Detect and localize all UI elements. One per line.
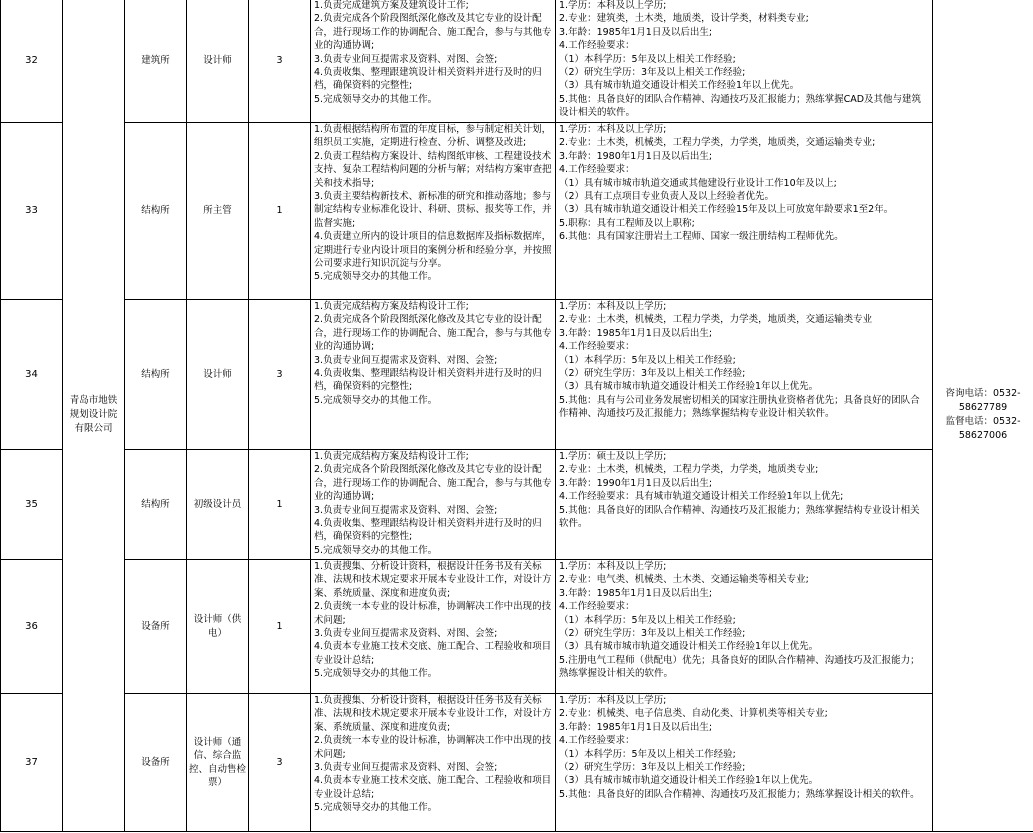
job-duties <box>311 123 556 300</box>
job-requirements <box>556 0 933 123</box>
duty-line: 2.负责统一本专业的设计标准，协调解决工作中出现的技术问题; <box>314 735 552 760</box>
duty-line: 4.负责本专业施工技术交底、施工配合、工程验收和项目专业设计总结; <box>314 775 552 800</box>
job-duties <box>311 450 556 560</box>
position: 设计师 <box>187 300 249 450</box>
requirement-line: 6.其他：具有国家注册岩土工程师、国家一级注册结构工程师优先。 <box>559 231 844 243</box>
requirement-line: 3.年龄：1985年1月1日及以后出生; <box>559 26 713 38</box>
duty-line: 2.负责统一本专业的设计标准，协调解决工作中出现的技术问题; <box>314 601 552 626</box>
requirement-line: （2）研究生学历：3年及以上相关工作经验; <box>559 368 746 380</box>
requirement-line: 2.专业：土木类，机械类，工程力学类，力学类，地质类专业; <box>559 464 819 476</box>
table-row <box>1 450 1033 560</box>
job-duties <box>311 300 556 450</box>
duty-line: 1.负责根据结构所布置的年度目标，参与制定相关计划，组织员工实施，定期进行检查、分析、调整及改进; <box>314 124 552 149</box>
job-duties <box>311 560 556 694</box>
position: 设计师 <box>187 0 249 123</box>
duty-line: 2.负责完成各个阶段图纸深化修改及其它专业的设计配合，进行现场工作的协调配合、施工配合，参与与其他专业的沟通协调; <box>314 314 552 353</box>
requirement-line: 4.工作经验要求： <box>559 164 635 176</box>
headcount: 1 <box>249 560 311 694</box>
requirement-line: 1.学历：本科及以上学历; <box>559 301 667 312</box>
duty-line: 5.完成领导交办的其他工作。 <box>314 802 438 814</box>
headcount: 3 <box>249 694 311 832</box>
requirement-line: 2.专业：建筑类，土木类，地质类，设计学类，材料类专业; <box>559 13 809 25</box>
requirement-line: 4.工作经验要求： <box>559 341 635 353</box>
requirement-line: 1.学历：本科及以上学历; <box>559 0 667 11</box>
contact-info <box>933 0 1033 832</box>
requirement-line: （3）具有城市城市轨道交通设计相关工作经验1年以上优先。 <box>559 641 819 653</box>
row-number: 34 <box>1 300 63 450</box>
requirement-line: 5.其他：具备良好的团队合作精神、沟通技巧及汇报能力；熟练掌握CAD及其他与建筑设计相关的软件。 <box>559 93 922 119</box>
position: 初级设计员 <box>187 450 249 560</box>
duty-line: 3.负责专业间互提需求及资料、对图、会签; <box>314 354 498 366</box>
position: 设计师（通信、综合监控、自动售检票） <box>187 694 249 832</box>
requirement-line: 5.其他：具备良好的团队合作精神、沟通技巧及汇报能力；熟练掌握设计相关的软件。 <box>559 788 920 800</box>
duty-line: 5.完成领导交办的其他工作。 <box>314 271 438 283</box>
job-requirements <box>556 560 933 694</box>
duty-line: 5.完成领导交办的其他工作。 <box>314 93 438 105</box>
requirement-line: 4.工作经验要求：具有城市轨道交通设计相关工作经验1年以上优先; <box>559 491 844 503</box>
duty-line: 3.负责专业间互提需求及资料、对图、会签; <box>314 762 498 774</box>
duty-line: 4.负责收集、整理跟建筑设计相关资料并进行及时的归档，确保资料的完整性; <box>314 67 542 92</box>
requirement-line: 5.其他：具备良好的团队合作精神、沟通技巧及汇报能力；熟练掌握结构专业设计相关软件。 <box>559 504 920 530</box>
duty-line: 1.负责完成结构方案及结构设计工作; <box>314 451 469 462</box>
job-requirements <box>556 694 933 832</box>
table-row <box>1 123 1033 300</box>
requirement-line: （1）具有城市城市轨道交通或其他建设行业设计工作10年及以上; <box>559 177 837 189</box>
row-number: 37 <box>1 694 63 832</box>
table-body <box>1 0 1033 832</box>
row-number: 33 <box>1 123 63 300</box>
duty-line: 1.负责完成结构方案及结构设计工作; <box>314 301 469 312</box>
position: 所主管 <box>187 123 249 300</box>
department: 设备所 <box>125 560 187 694</box>
duty-line: 5.完成领导交办的其他工作。 <box>314 394 438 406</box>
duty-line: 1.负责完成建筑方案及建筑设计工作; <box>314 0 469 11</box>
requirement-line: 1.学历：本科及以上学历; <box>559 695 667 706</box>
row-number: 36 <box>1 560 63 694</box>
requirement-line: 2.专业：土木类，机械类，工程力学类，力学类，地质类，交通运输类专业; <box>559 137 876 149</box>
headcount: 1 <box>249 450 311 560</box>
requirement-line: 3.年龄：1985年1月1日及以后出生; <box>559 327 713 339</box>
table-row <box>1 694 1033 832</box>
company-name: 青岛市地铁规划设计院有限公司 <box>63 0 125 832</box>
requirement-line: （3）具有城市轨道交通设计相关工作经验1年以上优先。 <box>559 80 800 92</box>
headcount: 1 <box>249 123 311 300</box>
requirement-line: （1）本科学历：5年及以上相关工作经验; <box>559 53 736 65</box>
requirement-line: 4.工作经验要求： <box>559 601 635 613</box>
position: 设计师（供电） <box>187 560 249 694</box>
requirement-line: 2.专业：土木类，机械类，工程力学类，力学类，地质类，交通运输类专业 <box>559 314 873 326</box>
duty-line: 5.完成领导交办的其他工作。 <box>314 544 438 556</box>
duty-line: 3.负责专业间互提需求及资料、对图、会签; <box>314 628 498 640</box>
job-requirements <box>556 123 933 300</box>
job-requirements <box>556 300 933 450</box>
department: 建筑所 <box>125 0 187 123</box>
requirement-line: 2.专业：机械类、电子信息类、自动化类、计算机类等相关专业; <box>559 708 828 720</box>
duty-line: 4.负责收集、整理跟结构设计相关资料并进行及时的归档，确保资料的完整性; <box>314 368 542 393</box>
requirement-line: 1.学历：硕士及以上学历; <box>559 451 667 462</box>
duty-line: 3.负责专业间互提需求及资料、对图、会签; <box>314 504 498 516</box>
requirement-line: （1）本科学历：5年及以上相关工作经验; <box>559 748 736 760</box>
requirement-line: （2）研究生学历：3年及以上相关工作经验; <box>559 67 746 79</box>
department: 结构所 <box>125 123 187 300</box>
consult-phone: 咨询电话：0532-58627789 <box>945 388 1021 413</box>
duty-line: 2.负责工程结构方案设计、结构图纸审核、工程建设技术支持、复杂工程结构问题的分析与解；对结构方案审查把关和技术指导; <box>314 150 552 189</box>
row-number: 35 <box>1 450 63 560</box>
duty-line: 3.负责主要结构新技术、新标准的研究和推动落地；参与制定结构专业标准化设计、科研、贯标、报奖等工作，并监督实施; <box>314 191 552 229</box>
requirement-line: （1）本科学历：5年及以上相关工作经验; <box>559 614 736 626</box>
row-number: 32 <box>1 0 63 123</box>
job-duties <box>311 0 556 123</box>
duty-line: 3.负责专业间互提需求及资料、对图、会签; <box>314 53 498 65</box>
supervise-phone: 监督电话：0532-58627006 <box>945 416 1021 441</box>
requirement-line: 3.年龄：1985年1月1日及以后出生; <box>559 587 713 599</box>
requirement-line: 3.年龄：1985年1月1日及以后出生; <box>559 721 713 733</box>
requirement-line: （2）研究生学历：3年及以上相关工作经验; <box>559 762 746 774</box>
duty-line: 4.负责收集、整理跟结构设计相关资料并进行及时的归档，确保资料的完整性; <box>314 518 542 543</box>
requirement-line: （2）研究生学历：3年及以上相关工作经验; <box>559 628 746 640</box>
table-row <box>1 0 1033 123</box>
job-duties <box>311 694 556 832</box>
requirement-line: （3）具有城市轨道交通设计相关工作经验15年及以上可放宽年龄要求1至2年。 <box>559 204 894 216</box>
table-row <box>1 300 1033 450</box>
requirement-line: 1.学历：本科及以上学历; <box>559 561 667 572</box>
requirement-line: 2.专业：电气类、机械类、土木类、交通运输类等相关专业; <box>559 574 809 586</box>
requirement-line: 3.年龄：1980年1月1日及以后出生; <box>559 150 713 162</box>
requirement-line: 3.年龄：1990年1月1日及以后出生; <box>559 477 713 489</box>
requirement-line: 5.其他：具有与公司业务发展密切相关的国家注册执业资格者优先；具备良好的团队合作精神、沟通技巧及汇报能力；熟练掌握结构专业设计相关软件。 <box>559 394 920 420</box>
headcount: 3 <box>249 300 311 450</box>
department: 结构所 <box>125 300 187 450</box>
headcount: 3 <box>249 0 311 123</box>
duty-line: 4.负责本专业施工技术交底、施工配合、工程验收和项目专业设计总结; <box>314 641 552 666</box>
requirement-line: （3）具有城市城市轨道交通设计相关工作经验1年以上优先。 <box>559 775 819 787</box>
duty-line: 4.负责建立所内的设计项目的信息数据库及指标数据库，定期进行专业内设计项目的案例分析和经验分享，并按照公司要求进行知识沉淀与分享。 <box>314 231 552 270</box>
requirement-line: （2）具有工点项目专业负责人及以上经验者优先。 <box>559 191 775 203</box>
requirement-line: 1.学历：本科及以上学历; <box>559 124 667 135</box>
department: 设备所 <box>125 694 187 832</box>
requirement-line: 4.工作经验要求： <box>559 735 635 747</box>
job-requirements <box>556 450 933 560</box>
requirement-line: 4.工作经验要求： <box>559 40 635 52</box>
table-row <box>1 560 1033 694</box>
requirement-line: （3）具有城市城市轨道交通设计相关工作经验1年以上优先。 <box>559 381 819 393</box>
requirement-line: （1）本科学历：5年及以上相关工作经验; <box>559 354 736 366</box>
duty-line: 2.负责完成各个阶段图纸深化修改及其它专业的设计配合，进行现场工作的协调配合、施工配合，参与与其他专业的沟通协调; <box>314 464 552 503</box>
requirement-line: 5.职称：具有工程师及以上职称; <box>559 217 695 229</box>
duty-line: 1.负责搜集、分析设计资料，根据设计任务书及有关标准、法规和技术规定要求开展本专业设计工作，对设计方案、系统质量、深度和进度负责; <box>314 561 552 599</box>
duty-line: 5.完成领导交办的其他工作。 <box>314 668 438 680</box>
duty-line: 1.负责搜集、分析设计资料，根据设计任务书及有关标准、法规和技术规定要求开展本专业设计工作，对设计方案、系统质量、深度和进度负责; <box>314 695 552 733</box>
department: 结构所 <box>125 450 187 560</box>
requirement-line: 5.注册电气工程师（供配电）优先；具备良好的团队合作精神、沟通技巧及汇报能力；熟练掌握设计相关的软件。 <box>559 654 920 680</box>
duty-line: 2.负责完成各个阶段图纸深化修改及其它专业的设计配合，进行现场工作的协调配合、施工配合，参与与其他专业的沟通协调; <box>314 13 552 52</box>
